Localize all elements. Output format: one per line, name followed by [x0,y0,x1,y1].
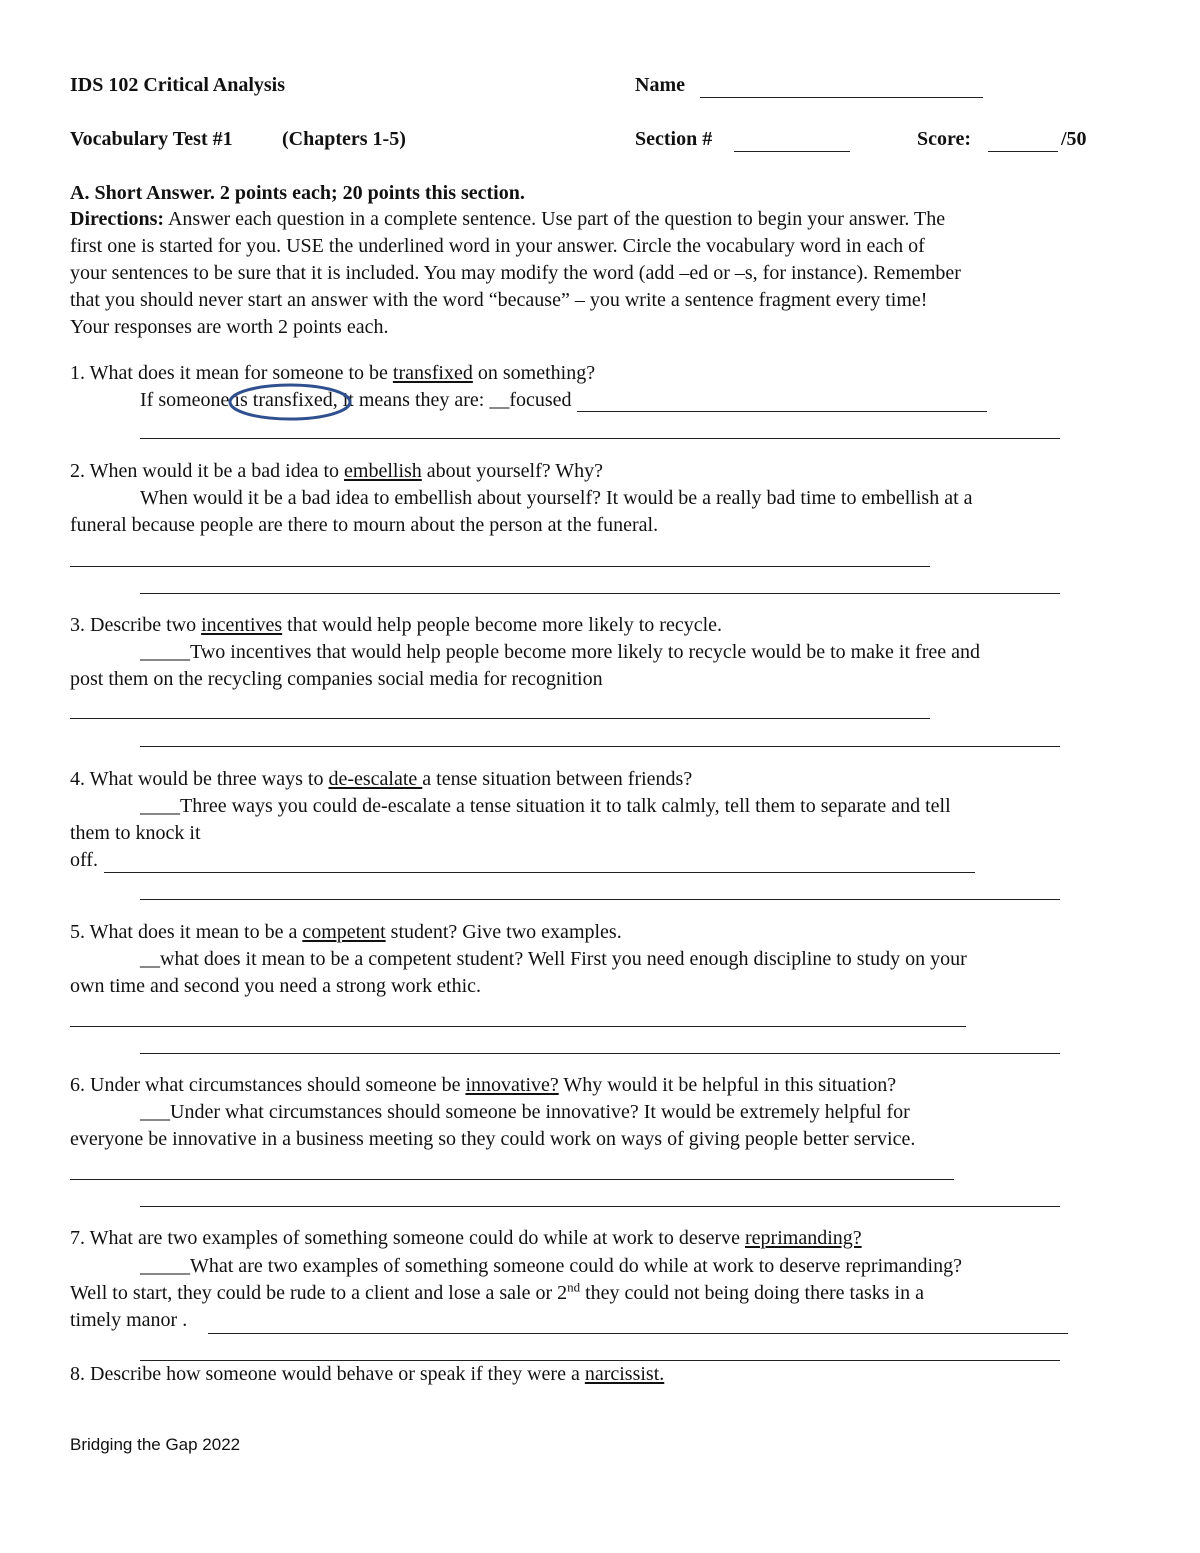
circle-mark-icon [226,382,356,422]
score-label: Score: [917,128,972,150]
answer-line [104,872,975,873]
directions-line-2: first one is started for you. USE the underlined word in your answer. Circle the vocabulary word in each of [70,235,925,257]
vocab-word-embellish: embellish [344,460,422,482]
score-total: /50 [1061,128,1087,150]
answer-line [140,1360,1060,1361]
footer-text: Bridging the Gap 2022 [70,1435,241,1454]
question-7: 7. What are two examples of something someone could do while at work to deserve reprimanding? [70,1227,862,1249]
course-title: IDS 102 Critical Analysis [70,74,286,96]
question-6: 6. Under what circumstances should someone be innovative? Why would it be helpful in this situation? [70,1074,897,1096]
answer-7-line-1[interactable]: _____What are two examples of something someone could do while at work to deserve reprimanding? [140,1255,962,1277]
question-1: 1. What does it mean for someone to be transfixed on something? [70,362,596,384]
answer-4-line-3[interactable]: off. [70,849,98,871]
answer-line [140,438,1060,439]
answer-3-line-2[interactable]: post them on the recycling companies social media for recognition [70,668,603,690]
answer-3-line-1[interactable]: _____Two incentives that would help people become more likely to recycle would be to make it free and [140,641,980,663]
vocab-word-narcissist: narcissist. [584,1363,665,1385]
answer-line [140,746,1060,747]
directions-line-1: Directions: Answer each question in a complete sentence. Use part of the question to begin your answer. The [70,208,946,230]
answer-5-line-1[interactable]: __what does it mean to be a competent student? Well First you need enough discipline to study on your [140,948,967,970]
answer-2-line-1[interactable]: When would it be a bad idea to embellish about yourself? It would be a really bad time to embellish at a [140,487,973,509]
vocab-word-transfixed: transfixed [392,362,473,384]
answer-7-line-2[interactable]: Well to start, they could be rude to a client and lose a sale or 2nd they could not being doing there tasks in a [70,1279,924,1304]
answer-line [140,1206,1060,1207]
question-5: 5. What does it mean to be a competent student? Give two examples. [70,921,622,943]
directions-line-3: your sentences to be sure that it is included. You may modify the word (add –ed or –s, for instance). Remember [70,262,961,284]
answer-line [70,1026,966,1027]
answer-line [208,1333,1068,1334]
answer-4-line-1[interactable]: ____Three ways you could de-escalate a tense situation it to talk calmly, tell them to separate and tell [140,795,951,817]
answer-4-line-2[interactable]: them to knock it [70,822,201,844]
section-a-heading: A. Short Answer. 2 points each; 20 points this section. [70,182,525,204]
answer-6-line-2[interactable]: everyone be innovative in a business meeting so they could work on ways of giving people better service. [70,1128,916,1150]
directions-line-4: that you should never start an answer with the word “because” – you write a sentence fragment every time! [70,289,928,311]
vocab-word-reprimanding: reprimanding? [745,1227,862,1249]
answer-line [140,899,1060,900]
answer-5-line-2[interactable]: own time and second you need a strong work ethic. [70,975,482,997]
answer-line [70,1179,954,1180]
answer-1[interactable]: If someone is transfixed , it means they are: __focused [140,389,987,412]
answer-7-line-3[interactable]: timely manor . [70,1309,188,1331]
score-field[interactable] [988,151,1058,152]
vocab-word-innovative: innovative? [465,1074,559,1096]
answer-line [140,593,1060,594]
test-title: Vocabulary Test #1 [70,128,233,150]
vocab-word-de-escalate: de-escalate [328,768,423,790]
question-4: 4. What would be three ways to de-escalate a tense situation between friends? [70,768,693,790]
circled-vocab-word: is transfixed [234,389,333,411]
section-field[interactable] [734,151,850,152]
question-3: 3. Describe two incentives that would help people become more likely to recycle. [70,614,723,636]
vocab-word-incentives: incentives [201,614,283,636]
answer-6-line-1[interactable]: ___Under what circumstances should someone be innovative? It would be extremely helpful for [140,1101,910,1123]
name-label: Name [635,74,685,96]
answer-line [70,718,930,719]
chapters-label: (Chapters 1-5) [282,128,406,150]
question-2: 2. When would it be a bad idea to embellish about yourself? Why? [70,460,604,482]
section-label: Section # [635,128,713,150]
answer-line [70,566,930,567]
name-field[interactable] [700,97,983,98]
directions-line-5: Your responses are worth 2 points each. [70,316,389,338]
answer-line [140,1053,1060,1054]
answer-2-line-2[interactable]: funeral because people are there to mourn about the person at the funeral. [70,514,659,536]
vocab-word-competent: competent [302,921,386,943]
question-8: 8. Describe how someone would behave or speak if they were a narcissist. [70,1363,665,1385]
directions-label: Directions: [70,208,165,230]
